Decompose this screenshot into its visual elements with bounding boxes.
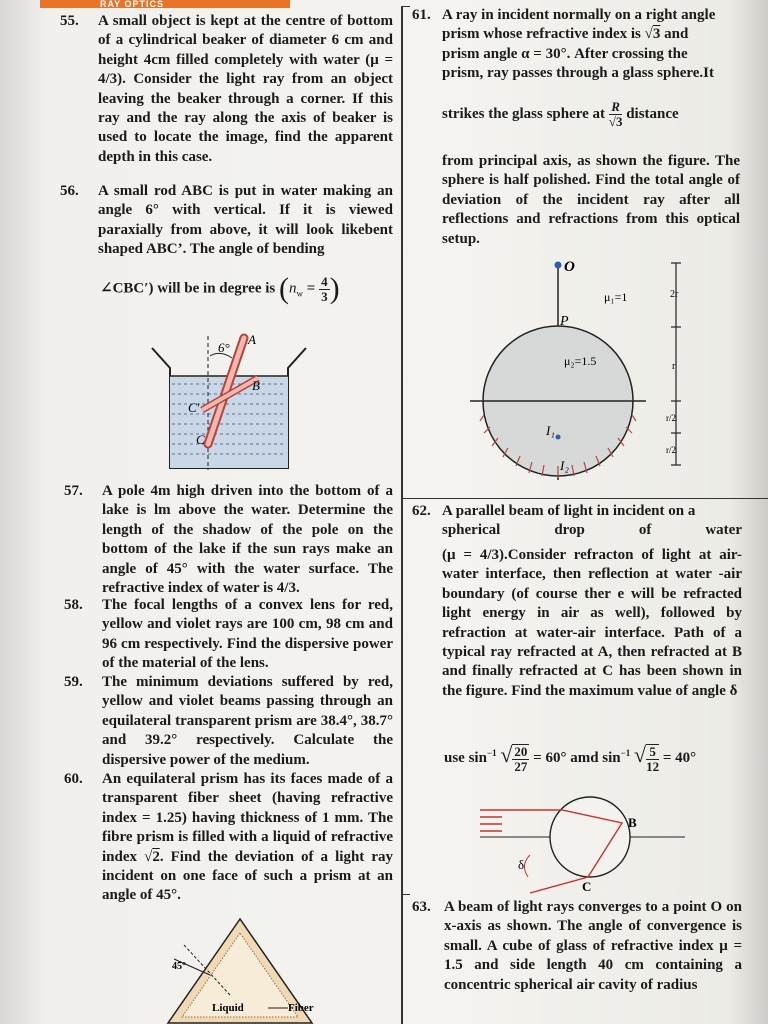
dim-r-label: r — [672, 361, 676, 372]
point-c-label: C — [196, 432, 205, 447]
water-drop-figure — [480, 795, 690, 895]
image-i1-label: I₁ — [546, 423, 555, 438]
question-number: 61. — [412, 7, 431, 23]
point-p-label: P — [560, 314, 569, 329]
formula-prefix: ∠CBC′) will be in degree is — [100, 280, 276, 297]
question-text: A ray in incident normally on a right angle prism whose refractive index is √3 and prism angle α = 30°. After crossing the prism, ray passes through a glass sphere.It — [442, 7, 716, 82]
question-59 — [64, 673, 393, 770]
liquid-label: Liquid — [212, 1002, 244, 1014]
point-a-label: A — [248, 332, 256, 347]
q62-continuation: (μ = 4/3).Consider refracton of light at air-water interface, then reflection at water -air boundary (of course ther e will be refracted light energy in air as well), followed by refraction at water-air interface. Path of a typical ray refracted at A, then refracted at B and finally refracted at C has been shown in the figure. Find the maximum value of angle δ — [442, 547, 742, 699]
question-text: A beam of light rays converges to a point O on x-axis as shown. The angle of convergence is small. A cube of glass of refractive index μ = 1.5 and side length 40 cm containing a concentric spherical air cavity of radius — [444, 899, 742, 993]
question-text: A small rod ABC is put in water making an angle 6° with vertical. If it is viewed paraxially from above, it will look likebent shaped ABC’. The angle of bending — [98, 183, 393, 258]
chapter-tab: RAY OPTICS — [40, 0, 290, 8]
point-b-label: B — [252, 378, 260, 393]
question-62 — [412, 502, 742, 541]
question-63 — [412, 898, 742, 995]
dim-r2-b-label: r/2 — [666, 445, 676, 455]
rule-q63 — [402, 894, 410, 895]
question-text: An equilateral prism has its faces made of a transparent fiber sheet (having refractive index = 1.25) having thickness of 1 mm. The fibre prism is filled with a liquid of refractive index √2. Find the deviation of a light ray incident on one face of such a prism at an angle of 45°. — [102, 771, 393, 904]
mu2-label: μ₂=1.5 — [564, 354, 597, 368]
question-number: 59. — [64, 674, 83, 690]
question-text: The focal lengths of a convex lens for red, yellow and violet rays are 100 cm, 98 cm and 96 cm respectively. Find the dispersive power of the material of the lens. — [102, 597, 393, 672]
question-55 — [60, 12, 393, 167]
question-57 — [64, 482, 393, 598]
angle-label: 6° — [218, 340, 230, 355]
column-divider — [401, 6, 403, 1024]
point-b-label: B — [628, 815, 637, 830]
delta-label: δ — [518, 857, 525, 872]
rule-q62 — [402, 498, 768, 499]
fiber-prism-figure — [160, 915, 340, 1024]
point-c-prime-label: C′ — [188, 400, 200, 415]
question-number: 62. — [412, 503, 431, 519]
question-number: 58. — [64, 597, 83, 613]
q56-formula: ∠CBC′) will be in degree is ($n_w$ = $\frac{4}{3}$ ) — [100, 272, 340, 305]
q61-formula: strikes the glass sphere at $\frac{R}{√3}$ distance — [442, 99, 679, 129]
q61-continuation: from principal axis, as shown the figure. The sphere is half polished. Find the total angle of deviation of the incident ray after all reflections and refractions from this optical setup. — [442, 153, 740, 247]
question-number: 57. — [64, 483, 83, 499]
q62-formula: use $\sin^{-1}$ √ $\frac{20}{27}$ = 60° amd $\sin^{-1}$ √ $\frac{5}{12}$ = 40° — [444, 742, 697, 774]
question-text: A small object is kept at the centre of bottom of a cylindrical beaker of diameter 6 cm and height 4cm filled completely with water (μ = 4/3). Consider the light ray from an object leaving the beaker through a corner. If this ray and the ray along the axis of beaker is used to locate the image, find the apparent depth in this case. — [98, 13, 393, 165]
question-58 — [64, 596, 393, 674]
point-o-label: O — [564, 259, 575, 275]
question-61 — [412, 6, 742, 84]
point-c-label: C — [582, 879, 592, 894]
question-number: 63. — [412, 899, 431, 915]
beaker-rod-figure — [140, 328, 320, 478]
question-text: The minimum deviations suffered by red, yellow and violet beams passing through an equilateral transparent prism are 38.4°, 38.7° and 39.2° respectively. Calculate the dispersive power of the medium. — [102, 674, 393, 768]
question-number: 55. — [60, 13, 79, 29]
question-number: 60. — [64, 771, 83, 787]
question-number: 56. — [60, 183, 79, 199]
question-text: A parallel beam of light in incident on a spherical drop of water — [442, 503, 742, 539]
half-silvered-sphere-figure — [470, 255, 720, 500]
dim-r2-a-label: r/2 — [666, 413, 676, 423]
rule-q61 — [402, 6, 410, 7]
image-i2-label: I₂ — [560, 458, 569, 473]
question-60 — [64, 770, 393, 906]
dim-2r-label: 2r — [670, 289, 679, 300]
fiber-label: Fiber — [288, 1002, 314, 1014]
question-56 — [60, 182, 393, 260]
mu1-label: μ₁=1 — [604, 290, 628, 304]
angle-label: 45° — [172, 961, 186, 972]
question-text: A pole 4m high driven into the bottom of a lake is lm above the water. Determine the length of the shadow of the pole on the bottom of the lake if the sun rays make an angle of 45° with the water surface. The refractive index of water is 4/3. — [102, 483, 393, 597]
